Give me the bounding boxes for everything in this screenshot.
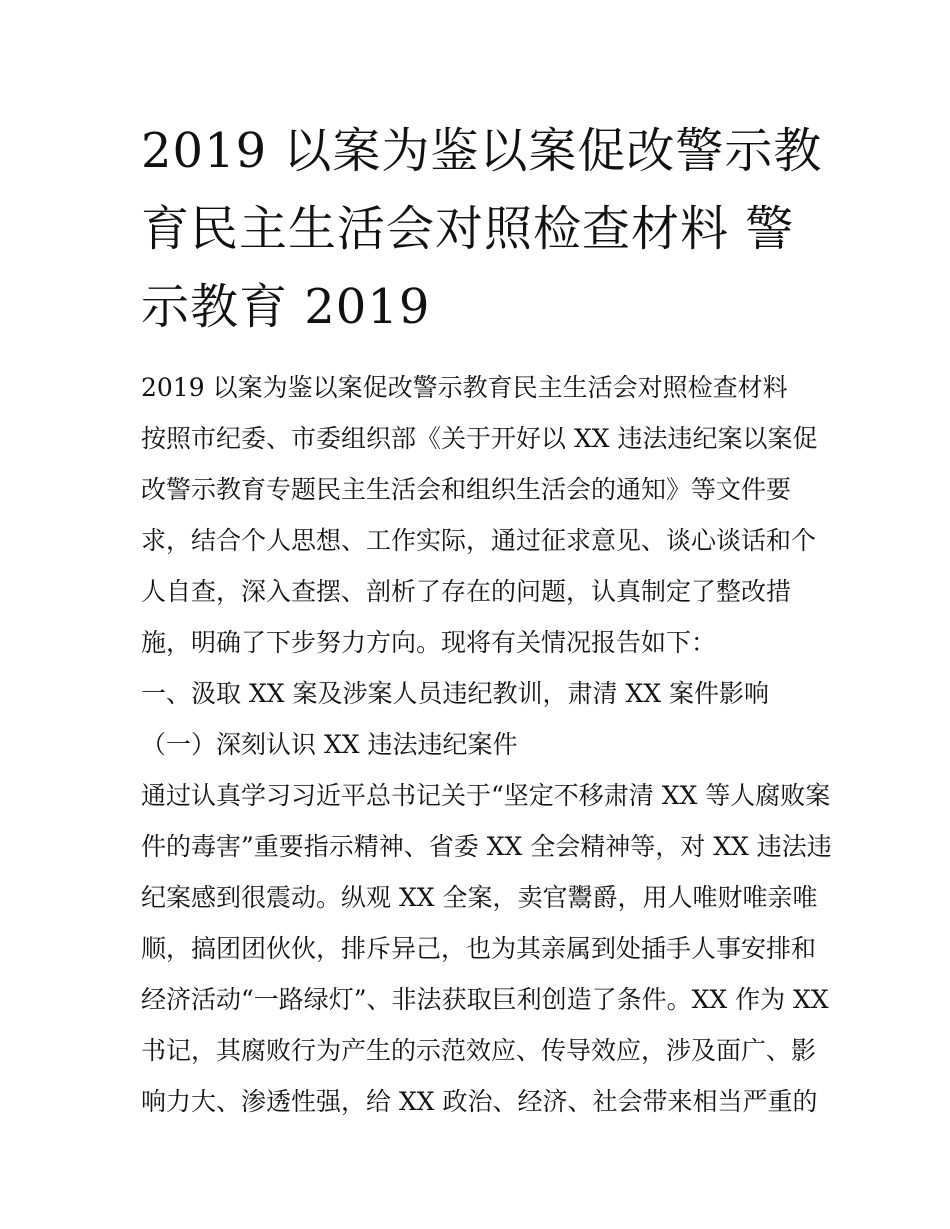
body-line: 纪案感到很震动。纵观 XX 全案，卖官鬻爵，用人唯财唯亲唯 xyxy=(141,883,818,912)
title-line-2: 育民主生活会对照检查材料 警 xyxy=(141,201,795,257)
subsection-heading: （一）深刻认识 XX 违法违纪案件 xyxy=(141,730,518,759)
body-line: 施，明确了下步努力方向。现将有关情况报告如下： xyxy=(141,628,717,657)
title-line-3: 示教育 2019 xyxy=(141,279,431,335)
document-body xyxy=(141,362,832,1127)
body-line: 书记，其腐败行为产生的示范效应、传导效应，涉及面广、影 xyxy=(141,1036,817,1065)
body-line: 求，结合个人思想、工作实际，通过征求意见、谈心谈话和个 xyxy=(141,526,817,555)
body-line: 经济活动“一路绿灯”、非法获取巨利创造了条件。XX 作为 XX xyxy=(141,985,829,1014)
body-line: 改警示教育专题民主生活会和组织生活会的通知》等文件要 xyxy=(141,475,792,504)
section-heading: 一、汲取 XX 案及涉案人员违纪教训，肃清 XX 案件影响 xyxy=(141,679,769,708)
body-line: 人自查，深入查摆、剖析了存在的问题，认真制定了整改措 xyxy=(141,577,792,606)
body-line: 响力大、渗透性强，给 XX 政治、经济、社会带来相当严重的 xyxy=(141,1087,818,1116)
body-line: 2019 以案为鉴以案促改警示教育民主生活会对照检查材料 xyxy=(141,373,788,402)
body-line: 件的毒害”重要指示精神、省委 XX 全会精神等，对 XX 违法违 xyxy=(141,832,832,861)
body-line: 按照市纪委、市委组织部《关于开好以 XX 违法违纪案以案促 xyxy=(141,424,818,453)
title-line-1: 2019 以案为鉴以案促改警示教 xyxy=(141,123,823,179)
body-line: 通过认真学习习近平总书记关于“坚定不移肃清 XX 等人腐败案 xyxy=(141,781,831,810)
document-page xyxy=(141,112,832,1127)
body-line: 顺，搞团团伙伙，排斥异己，也为其亲属到处插手人事安排和 xyxy=(141,934,817,963)
document-title xyxy=(141,112,821,346)
